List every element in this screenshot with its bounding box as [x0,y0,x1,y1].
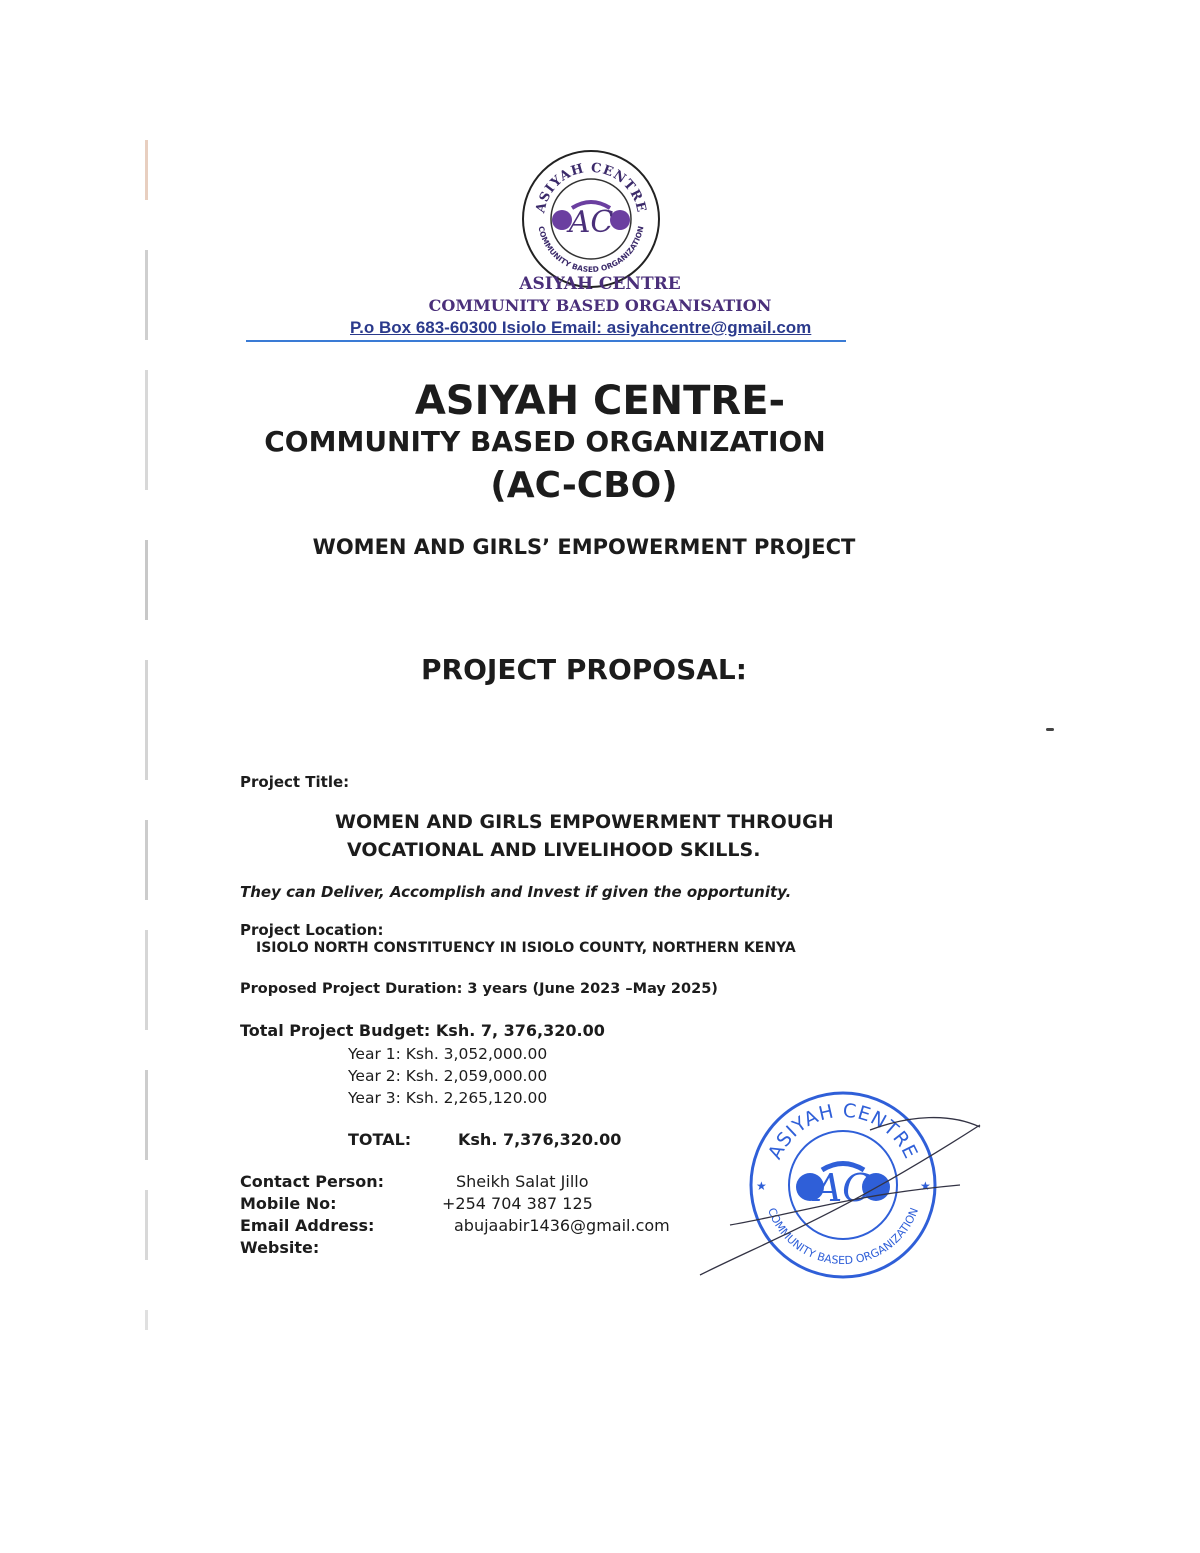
project-title [335,808,834,864]
contact-person-value: Sheikh Salat Jillo [456,1172,589,1191]
project-title-label: Project Title: [240,773,350,791]
heading-org-name: ASIYAH CENTRE- [414,378,786,424]
budget-breakdown [348,1043,547,1109]
scan-speck [1046,728,1054,731]
budget-total-value: Ksh. 7,376,320.00 [458,1130,622,1149]
total-budget: Total Project Budget: Ksh. 7, 376,320.00 [240,1021,605,1040]
project-title-line-1: WOMEN AND GIRLS EMPOWERMENT THROUGH [335,811,834,833]
document-type: PROJECT PROPOSAL: [421,653,747,686]
official-stamp [690,1075,990,1285]
contact-labels [240,1171,384,1259]
logo-monogram: AC [568,205,614,240]
letterhead-org-type: COMMUNITY BASED ORGANISATION [428,296,772,315]
heading-acronym: (AC-CBO) [490,465,678,506]
logo-ring-bottom-text: COMMUNITY BASED ORGANIZATION [536,225,646,275]
scan-edge-marks [144,140,150,1330]
svg-text:★: ★ [920,1179,931,1193]
budget-total-label: TOTAL: [348,1130,412,1149]
budget-year-1: Year 1: Ksh. 3,052,000.00 [348,1045,548,1063]
logo-ring-top-text: ASIYAH CENTRE [533,160,649,215]
project-name: WOMEN AND GIRLS’ EMPOWERMENT PROJECT [312,535,856,559]
organization-logo [520,148,662,290]
contact-values [442,1171,670,1237]
mobile-value: +254 704 387 125 [442,1194,593,1213]
project-duration: Proposed Project Duration: 3 years (June 2023 –May 2025) [240,981,718,997]
mobile-label: Mobile No: [240,1194,337,1213]
budget-year-3: Year 3: Ksh. 2,265,120.00 [348,1089,548,1107]
stamp-monogram: AC [814,1166,872,1210]
letterhead-rule [246,340,846,342]
contact-person-label: Contact Person: [240,1172,385,1191]
project-location-value: ISIOLO NORTH CONSTITUENCY IN ISIOLO COUNTY, NORTHERN KENYA [256,940,796,956]
stamp-ring-bottom-text: COMMUNITY BASED ORGANIZATION [765,1206,921,1268]
budget-year-2: Year 2: Ksh. 2,059,000.00 [348,1067,548,1085]
project-tagline: They can Deliver, Accomplish and Invest if given the opportunity. [240,883,792,901]
website-label: Website: [240,1238,320,1257]
stamp-ring-top-text: ASIYAH CENTRE [764,1099,923,1163]
project-title-line-2: VOCATIONAL AND LIVELIHOOD SKILLS. [347,839,761,861]
svg-text:★: ★ [756,1179,767,1193]
letterhead-org-name: ASIYAH CENTRE [519,274,681,294]
email-value: abujaabir1436@gmail.com [454,1216,670,1235]
project-location-label: Project Location: [240,921,384,939]
letterhead-contact-line: P.o Box 683-60300 Isiolo Email: asiyahcentre@gmail.com [350,318,812,337]
heading-org-type: COMMUNITY BASED ORGANIZATION [264,425,826,458]
email-label: Email Address: [240,1216,375,1235]
